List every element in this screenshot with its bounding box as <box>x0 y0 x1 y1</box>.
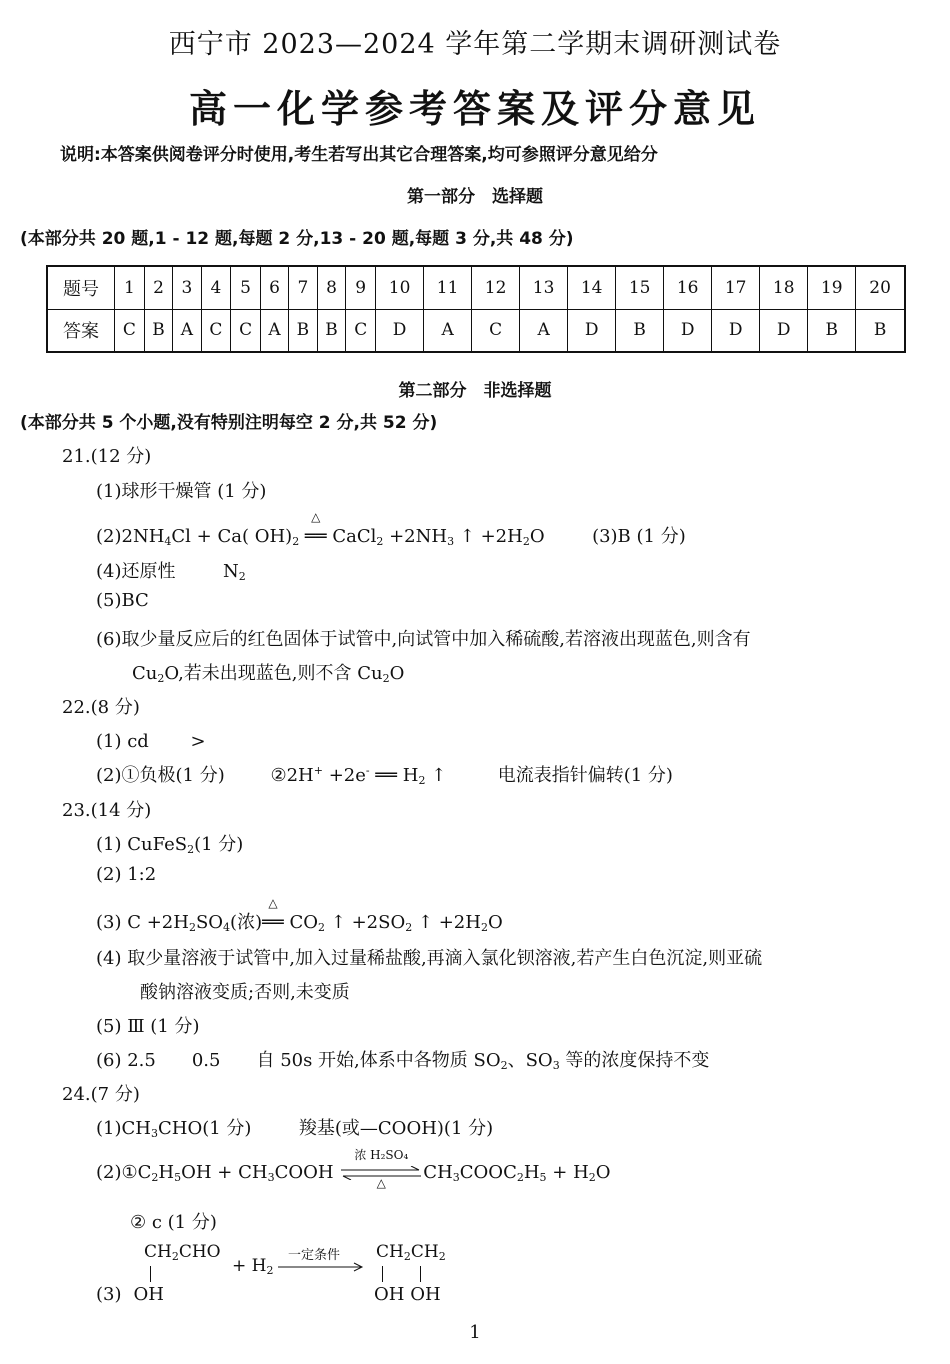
q23-answer-6b: 、SO <box>507 1050 553 1071</box>
answer-cell: B <box>144 309 173 352</box>
question-number-cell: 11 <box>424 266 472 309</box>
question-number-cell: 5 <box>231 266 261 309</box>
esterification-condition <box>339 1148 423 1190</box>
answer-cell: B <box>808 309 856 352</box>
question-number-cell: 17 <box>712 266 760 309</box>
answer-cell: D <box>664 309 712 352</box>
answer-cell: A <box>173 309 201 352</box>
question-number-label: 题号 <box>47 266 115 309</box>
answer-table <box>46 265 906 353</box>
answer-cell: D <box>568 309 616 352</box>
answer-label: 答案 <box>47 309 115 352</box>
answer-cell: C <box>231 309 261 352</box>
q21-heading: 21.(12 分) <box>62 446 152 467</box>
document-title: 高一化学参考答案及评分意见 <box>188 86 761 131</box>
q23-answer-4: (4) 取少量溶液于试管中,加入过量稀盐酸,再滴入氯化钡溶液,若产生白色沉淀,则亚硫 <box>96 948 763 969</box>
question-number-cell: 8 <box>317 266 346 309</box>
question-number-cell: 2 <box>144 266 173 309</box>
answer-cell: B <box>616 309 664 352</box>
question-number-cell: 6 <box>260 266 288 309</box>
part2-title: 第二部分 非选择题 <box>398 381 552 401</box>
part2-note: (本部分共 5 个小题,没有特别注明每空 2 分,共 52 分) <box>20 413 438 433</box>
product-hydroxyls <box>374 1284 441 1305</box>
answer-cell: D <box>760 309 808 352</box>
answer-cell: D <box>376 309 424 352</box>
q22-answer-1: (1) cd > <box>96 731 206 752</box>
product-structure: $CH_2CH_2$ <box>376 1242 446 1263</box>
q21-answer-1: (1)球形干燥管 (1 分) <box>96 481 267 502</box>
cu2o-text-c: O <box>389 663 405 684</box>
q21-answer-5: (5)BC <box>96 590 149 611</box>
question-number-cell: 1 <box>115 266 145 309</box>
q21-answer-4: (4)还原性 $N_2$ <box>96 561 246 583</box>
q23-answer-6: (6) 2.5 0.5 自 50s 开始,体系中各物质 $SO_2$、$SO_3$ 等的浓度保持不变 <box>96 1050 710 1072</box>
page-number: 1 <box>469 1322 481 1343</box>
cu2o-text-b: O,若未出现蓝色,则不含 Cu <box>164 663 383 684</box>
q24-answer-1b: CHO(1 分) <box>157 1118 252 1139</box>
q22-heading: 22.(8 分) <box>62 697 140 718</box>
q24-answer-1: $(1)CH_3CHO(1$ 分) 羧基(或—COOH)(1 分) <box>96 1118 494 1140</box>
question-number-cell: 13 <box>520 266 568 309</box>
hydrogen-reagent: + $H_2$ <box>232 1256 274 1277</box>
answer-cell: A <box>424 309 472 352</box>
question-number-cell: 3 <box>173 266 201 309</box>
bond-line <box>150 1266 151 1282</box>
q21-answer-4-text: (4)还原性 <box>96 561 176 582</box>
hydroxyl-1: OH <box>133 1284 164 1305</box>
question-number-cell: 7 <box>289 266 318 309</box>
q24-label-3: (3) <box>96 1284 122 1305</box>
answer-cell: C <box>472 309 520 352</box>
q23-answer-1-score: (1 分) <box>194 834 244 855</box>
q22-answer-2a: (2)①负极(1 分) <box>96 765 225 786</box>
question-number-cell: 18 <box>760 266 808 309</box>
q22-answer-2: (2)①负极(1 分) ②2H+ +2e- ══ $H_2$ ↑ 电流表指针偏转(1 分) <box>96 764 673 787</box>
q24-answer-3 <box>96 1284 164 1305</box>
question-number-cell: 14 <box>568 266 616 309</box>
answer-cell: A <box>520 309 568 352</box>
q22-answer-2b: 电流表指针偏转(1 分) <box>497 765 673 786</box>
question-number-cell: 16 <box>664 266 712 309</box>
question-number-cell: 4 <box>201 266 231 309</box>
q23-answer-6a: (6) 2.5 0.5 自 50s 开始,体系中各物质 SO <box>96 1050 501 1071</box>
q21-answer-3: (3)B (1 分) <box>592 526 686 547</box>
answer-cell: A <box>260 309 288 352</box>
answer-cell: C <box>201 309 231 352</box>
question-number-cell: 12 <box>472 266 520 309</box>
answer-cell: B <box>856 309 905 352</box>
q23-answer-6c: 等的浓度保持不变 <box>559 1050 710 1071</box>
q21-answer-4-formula: N <box>222 561 239 582</box>
question-number-cell: 19 <box>808 266 856 309</box>
arrow-icon <box>278 1262 366 1272</box>
q23-answer-5: (5) Ⅲ (1 分) <box>96 1016 200 1037</box>
q24-heading: 24.(7 分) <box>62 1084 140 1105</box>
q23-answer-1-formula: (1) CuFeS <box>96 834 188 855</box>
cu2o-text-a: Cu <box>132 663 158 684</box>
q23-answer-4-cont: 酸钠溶液变质;否则,未变质 <box>140 982 350 1003</box>
q23-answer-3: (3) $C +2H_2SO_4$(浓) △ ══ $CO_2$ ↑ $+2SO_2$ ↑ $+2H_2O$ <box>96 896 503 934</box>
exam-title: 西宁市 2023—2024 学年第二学期末调研测试卷 <box>168 29 782 60</box>
q21-answer-6: (6)取少量反应后的红色固体于试管中,向试管中加入稀硫酸,若溶液出现蓝色,则含有 <box>96 629 751 650</box>
q23-answer-2: (2) 1:2 <box>96 864 157 885</box>
q24-answer-1a: (1)CH <box>96 1118 151 1139</box>
q21-answer-6-cont: $Cu_2O$,若未出现蓝色,则不含 $Cu_2O$ <box>132 663 405 685</box>
bond-line <box>420 1266 421 1282</box>
question-number-row <box>47 266 905 309</box>
question-number-cell: 20 <box>856 266 905 309</box>
question-number-cell: 9 <box>346 266 376 309</box>
condition-bottom: △ <box>376 1176 386 1190</box>
answer-cell: D <box>712 309 760 352</box>
grading-note: 说明:本答案供阅卷评分时使用,考生若写出其它合理答案,均可参照评分意见给分 <box>60 145 658 165</box>
bond-line <box>382 1266 383 1282</box>
answer-row <box>47 309 905 352</box>
part1-title: 第一部分 选择题 <box>407 187 543 207</box>
answer-cell: B <box>289 309 318 352</box>
q24-answer-2: $(2)①C_2H_5OH$ + $CH_3COOH$ 浓 H₂SO₄ △ $CH_3COOC_2H_5 + H_2O$ <box>96 1148 611 1190</box>
reactant-structure: $CH_2CHO$ <box>144 1242 221 1263</box>
answer-cell: B <box>317 309 346 352</box>
heat-condition: △ ══ <box>262 896 284 933</box>
hydroxyl-3: OH <box>410 1284 441 1305</box>
reaction-condition: 一定条件 <box>288 1248 341 1263</box>
q21-label-2: (2) <box>96 526 122 547</box>
q23-answer-1: (1) CuFeS$_2$(1 分) <box>96 834 244 856</box>
answer-cell: C <box>346 309 376 352</box>
q24-answer-1c: 羧基(或—COOH)(1 分) <box>298 1118 494 1139</box>
q23-heading: 23.(14 分) <box>62 800 152 821</box>
q24-label-2: (2)① <box>96 1162 138 1183</box>
q24-answer-2b: ② c (1 分) <box>130 1212 217 1233</box>
question-number-cell: 15 <box>616 266 664 309</box>
part1-note: (本部分共 20 题,1 - 12 题,每题 2 分,13 - 20 题,每题 3 分,共 48 分) <box>20 229 574 249</box>
q23-answer-3-text: (3) C +2H <box>96 912 189 933</box>
answer-cell: C <box>115 309 145 352</box>
question-number-cell: 10 <box>376 266 424 309</box>
condition-top: 浓 H₂SO₄ <box>354 1148 409 1162</box>
q21-answer-2: $(2)2NH_4Cl + Ca$( $OH)_2$ △ ══ CaCl$_2$ $+2NH_3$ ↑ $+2H_2O$ (3)B (1 分) <box>96 510 686 548</box>
hydroxyl-2: OH <box>374 1284 405 1305</box>
heat-condition: △ ══ <box>304 510 327 547</box>
